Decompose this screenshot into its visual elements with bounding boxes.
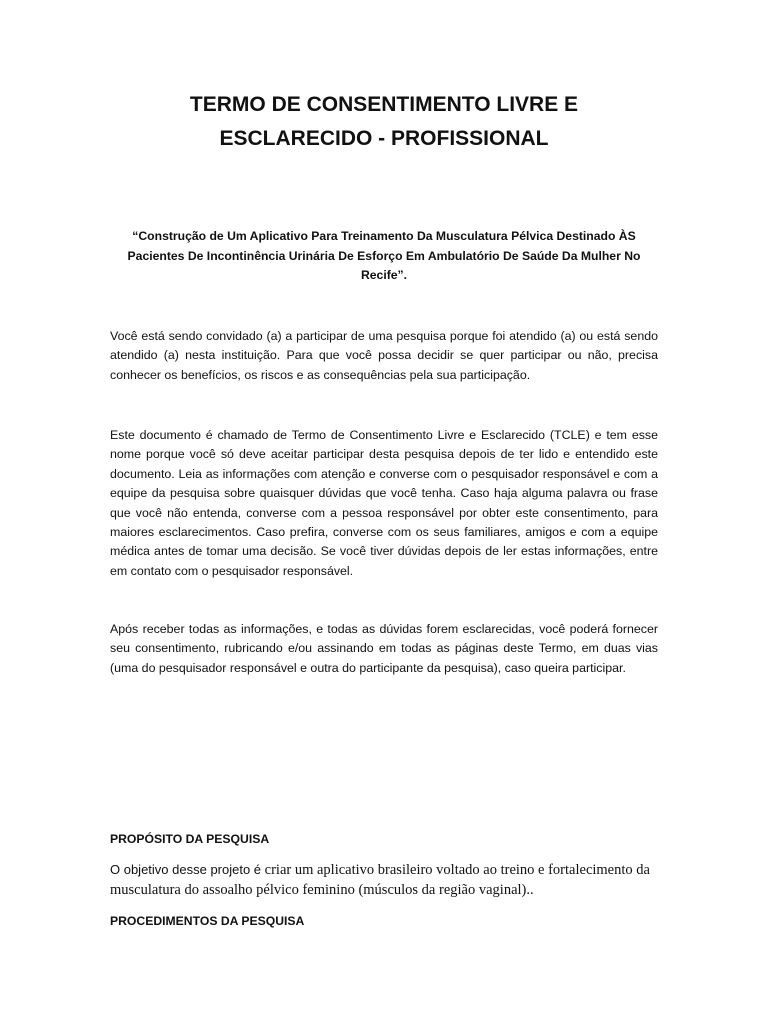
document-title: [110, 88, 658, 156]
consent-instructions-paragraph: Após receber todas as informações, e todas as dúvidas forem esclarecidas, você poderá fornecer seu consentimento, rubricando e/ou assinando em todas as páginas deste Termo, em duas vias (uma do pesquisador responsável e outra do participante da pesquisa), caso queira participar.: [110, 622, 658, 675]
research-title: “Construção de Um Aplicativo Para Treinamento Da Musculatura Pélvica Destinado ÀS Pacientes De Incontinência Urinária De Esforço Em Ambulatório De Saúde Da Mulher No Recife”.: [127, 229, 641, 282]
purpose-text: [110, 860, 658, 900]
title-line-1: TERMO DE CONSENTIMENTO LIVRE E: [189, 93, 579, 116]
intro-paragraph: Você está sendo convidado (a) a participar de uma pesquisa porque foi atendido (a) ou está sendo atendido (a) nesta instituição. Para que você possa decidir se quer participar ou não, precisa conhecer os benefícios, os riscos e as consequências pela sua participação.: [110, 329, 658, 382]
purpose-text-rest: criar um aplicativo brasileiro voltado ao treino e fortalecimento da musculatura do assoalho pélvico feminino (músculos da região vaginal)..: [110, 862, 650, 898]
section-heading-purpose: PROPÓSITO DA PESQUISA: [110, 832, 270, 846]
purpose-text-lead: O objetivo desse projeto é: [110, 862, 265, 877]
section-heading-procedures: PROCEDIMENTOS DA PESQUISA: [110, 914, 305, 928]
title-line-2: ESCLARECIDO - PROFISSIONAL: [219, 127, 549, 150]
tcle-explanation-paragraph: Este documento é chamado de Termo de Consentimento Livre e Esclarecido (TCLE) e tem esse nome porque você só deve aceitar participar desta pesquisa depois de ter lido e entendido este documento. Leia as informações com atenção e converse com o pesquisador responsável e com a equipe da pesquisa sobre quaisquer dúvidas que você tenha. Caso haja alguma palavra ou frase que você não entenda, converse com a pessoa responsável por obter este consentimento, para maiores esclarecimentos. Caso prefira, converse com os seus familiares, amigos e com a equipe médica antes de tomar uma decisão. Se você tiver dúvidas depois de ler estas informações, entre em contato com o pesquisador responsável.: [110, 428, 658, 578]
